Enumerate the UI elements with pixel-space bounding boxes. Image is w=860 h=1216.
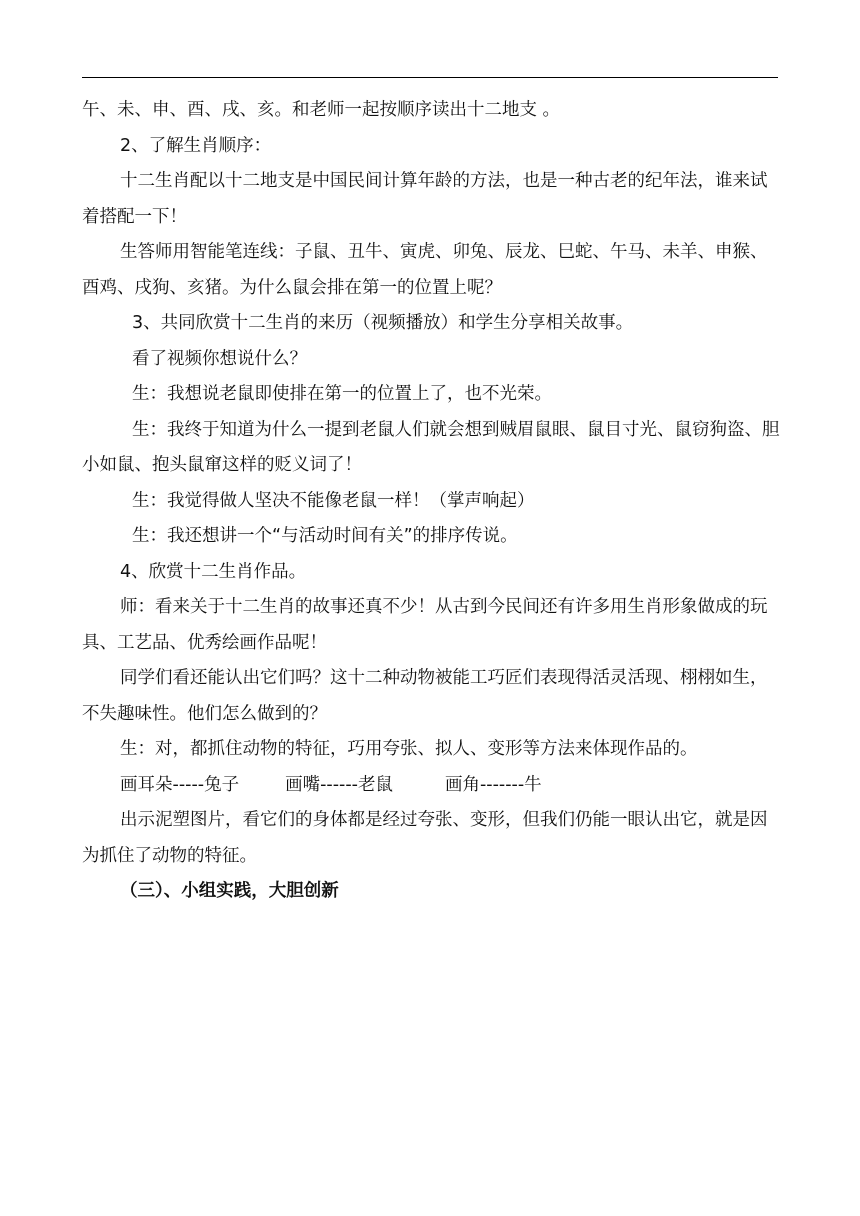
paragraph-clay-sculpture: 出示泥塑图片，看它们的身体都是经过夸张、变形，但我们仍能一眼认出它，就是因为抓住了动物的特征。 (82, 810, 768, 866)
student-answer-3: 生：我觉得做人坚决不能像老鼠一样！（掌声响起） (132, 490, 535, 511)
header-rule (82, 77, 778, 78)
paragraph-continuation: 午、未、申、酉、戌、亥。和老师一起按顺序读出十二地支 。 (82, 100, 561, 120)
student-answer-5: 生：对，都抓住动物的特征，巧用夸张、拟人、变形等方法来体现作品的。 (120, 739, 698, 759)
feature-ox: 画角-------牛 (444, 774, 542, 795)
section-heading: （三）、小组实践，大胆创新 (120, 881, 339, 901)
paragraph-recognition: 同学们看还能认出它们吗？这十二种动物被能工巧匠们表现得活灵活现、栩栩如生，不失趣味性。他们怎么做到的？ (82, 668, 768, 724)
step-2-heading: 2、了解生肖顺序： (120, 135, 272, 156)
step-3-heading: 3、共同欣赏十二生肖的来历（视频播放）和学生分享相关故事。 (132, 313, 634, 333)
features-row (82, 768, 782, 804)
student-answer-4: 生：我还想讲一个“与活动时间有关”的排序传说。 (132, 526, 518, 546)
teacher-remark: 师：看来关于十二生肖的故事还真不少！从古到今民间还有许多用生肖形象做成的玩具、工艺品、优秀绘画作品呢！ (82, 597, 768, 653)
paragraph-zodiac-intro: 十二生肖配以十二地支是中国民间计算年龄的方法，也是一种古老的纪年法，谁来试着搭配一下！ (82, 171, 768, 227)
feature-mouse: 画嘴------老鼠 (285, 774, 393, 795)
student-answer-2: 生：我终于知道为什么一提到老鼠人们就会想到贼眉鼠眼、鼠目寸光、鼠窃狗盗、胆小如鼠、抱头鼠窜这样的贬义词了！ (82, 419, 780, 475)
feature-rabbit: 画耳朵-----兔子 (120, 774, 240, 795)
paragraph-zodiac-pairing: 生答师用智能笔连线：子鼠、丑牛、寅虎、卯兔、辰龙、巳蛇、午马、未羊、申猴、酉鸡、戌狗、亥猪。为什么鼠会排在第一的位置上呢？ (82, 242, 768, 298)
student-answer-1: 生：我想说老鼠即使排在第一的位置上了，也不光荣。 (132, 384, 552, 404)
document-body (82, 93, 782, 910)
step-4-heading: 4、欣赏十二生肖作品。 (120, 561, 307, 582)
paragraph-question: 看了视频你想说什么？ (132, 348, 307, 369)
